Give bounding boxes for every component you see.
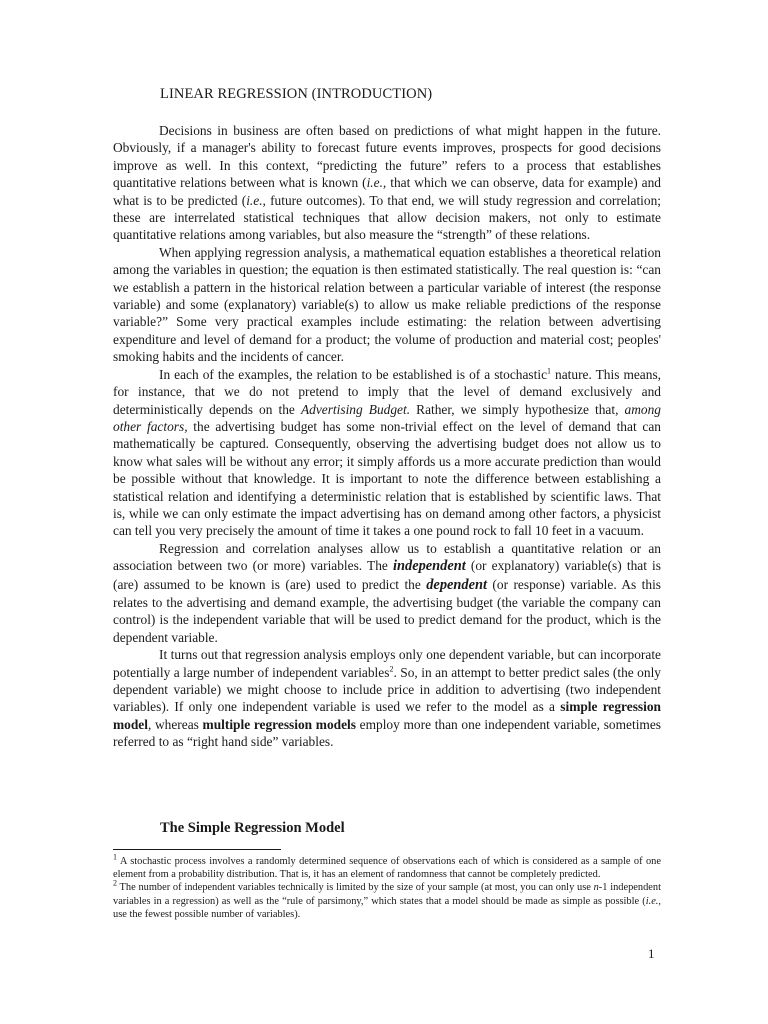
footnote-2-text-2: -1 independent variables in a regression) as well as the “rule of parsimony,” which states that a model should be made as simple as possible ( [113, 882, 661, 907]
p5-term-simple-regression: simple regression model [113, 699, 661, 732]
p3-text-1: In each of the examples, the relation to be established is of a stochastic [159, 366, 548, 382]
footnote-divider [113, 849, 281, 850]
footnote-1 [113, 852, 661, 881]
footnote-2-text-3: use the fewest possible number of variables). [113, 908, 301, 920]
footnotes [113, 852, 661, 921]
footnote-2 [113, 878, 661, 921]
footnote-2-number: 2 [113, 878, 117, 888]
p1-ie-1: i.e., [366, 175, 387, 191]
p4-text-3: (or response) variable. As this relates to the advertising and demand example, the advertising budget (the variable the company can control) is the independent variable that will be used to predict demand for the product, which is the dependent variable. [113, 576, 661, 645]
p3-text-3: Rather, we simply hypothesize that, [410, 401, 625, 417]
p2-text: When applying regression analysis, a mathematical equation establishes a theoretical relation among the variables in question; the equation is then estimated statistically. The real question is: “can we establish a pattern in the historical relation between a particular variable of interest (the response variable) and some (explanatory) variable(s) to allow us make reliable predictions of the response variable?” Some very practical examples include estimating: the relation between advertising expenditure and level of demand for a product; the volume of production and material cost; peoples' smoking habits and the incidents of cancer. [113, 244, 661, 365]
p3-text-2: nature. This means, for instance, that we do not pretend to imply that the level of demand exclusively and deterministically depends on the [113, 366, 661, 417]
section-heading: The Simple Regression Model [160, 820, 345, 836]
footnote-2-n: n [593, 882, 599, 894]
p1-text-3: future outcomes). To that end, we will study regression and correlation; these are interrelated statistical techniques that allow decision makers, not only to estimate quantitative relations among variables, but also measure the “strength” of these relations. [113, 192, 662, 243]
p5-text-4: employ more than one independent variable, sometimes referred to as “right hand side” variables. [113, 716, 661, 750]
paragraph-5 [113, 646, 661, 750]
paragraph-4 [113, 540, 661, 646]
page-number: 1 [648, 946, 655, 961]
footnote-2-ie: i.e., [645, 895, 661, 907]
paragraph-3 [113, 366, 661, 540]
p4-text-1: Regression and correlation analyses allow us to establish a quantitative relation or an association between two (or more) variables. The [113, 540, 661, 574]
p1-text: Decisions in business are often based on predictions of what might happen in the future. Obviously, if a manager's ability to forecast future events improves, prospects for good decisions improve as well. In this context, “predicting the future” refers to a process that establishes quantitative relations between what is known ( [113, 123, 661, 191]
p1-text-2: that which we can observe, data for example) and what is to be predicted ( [113, 175, 661, 208]
p4-term-dependent: dependent [426, 576, 487, 593]
p4-term-independent: independent [393, 558, 466, 575]
p5-term-multiple-regression: multiple regression models [202, 716, 356, 732]
p5-text-2: . So, in an attempt to better predict sales (the only dependent variable) we might choose to include price in addition to advertising (two independent variables). If only one independent variable is used we refer to the model as a [113, 664, 661, 715]
p1-ie-2: i.e., [246, 192, 266, 208]
p3-emphasis-1: Advertising Budget. [300, 401, 411, 417]
footnote-1-number: 1 [113, 852, 117, 862]
footnote-1-text: A stochastic process involves a randomly determined sequence of observations each of which is considered as a sample of one element from a probability distribution. That is, it has an element of randomness that cannot be completely predicted. [113, 856, 661, 881]
p5-text-1: It turns out that regression analysis employs only one dependent variable, but can incorporate potentially a large number of independent variables [113, 647, 661, 680]
paragraph-1 [113, 122, 661, 244]
page-title: LINEAR REGRESSION (INTRODUCTION) [160, 86, 433, 102]
body-text [113, 122, 661, 751]
footnote-ref-1: 1 [547, 366, 552, 376]
paragraph-2 [113, 244, 661, 366]
p4-text-2: (or explanatory) variable(s) that is (are) assumed to be known is (are) used to predict the [113, 558, 661, 592]
p5-text-3: , whereas [147, 716, 203, 732]
footnote-ref-2: 2 [389, 664, 394, 674]
p3-emphasis-2: among other factors, [113, 401, 661, 434]
p3-text-4: the advertising budget has some non-trivial effect on the level of demand that can mathematically be captured. Consequently, observing the advertising budget does not allow us to know what sales will be without any error; it simply affords us a more accurate prediction than would be possible without that knowledge. It is important to note the difference between establishing a statistical relation and identifying a deterministic relation that is established by scientific laws. That is, while we can only estimate the impact advertising has on demand among other factors, a physicist can tell you very precisely the amount of time it takes a one pound rock to fall 10 feet in a vacuum. [113, 418, 661, 539]
footnote-2-text-1: The number of independent variables technically is limited by the size of your sample (at most, you can only use [117, 882, 594, 894]
